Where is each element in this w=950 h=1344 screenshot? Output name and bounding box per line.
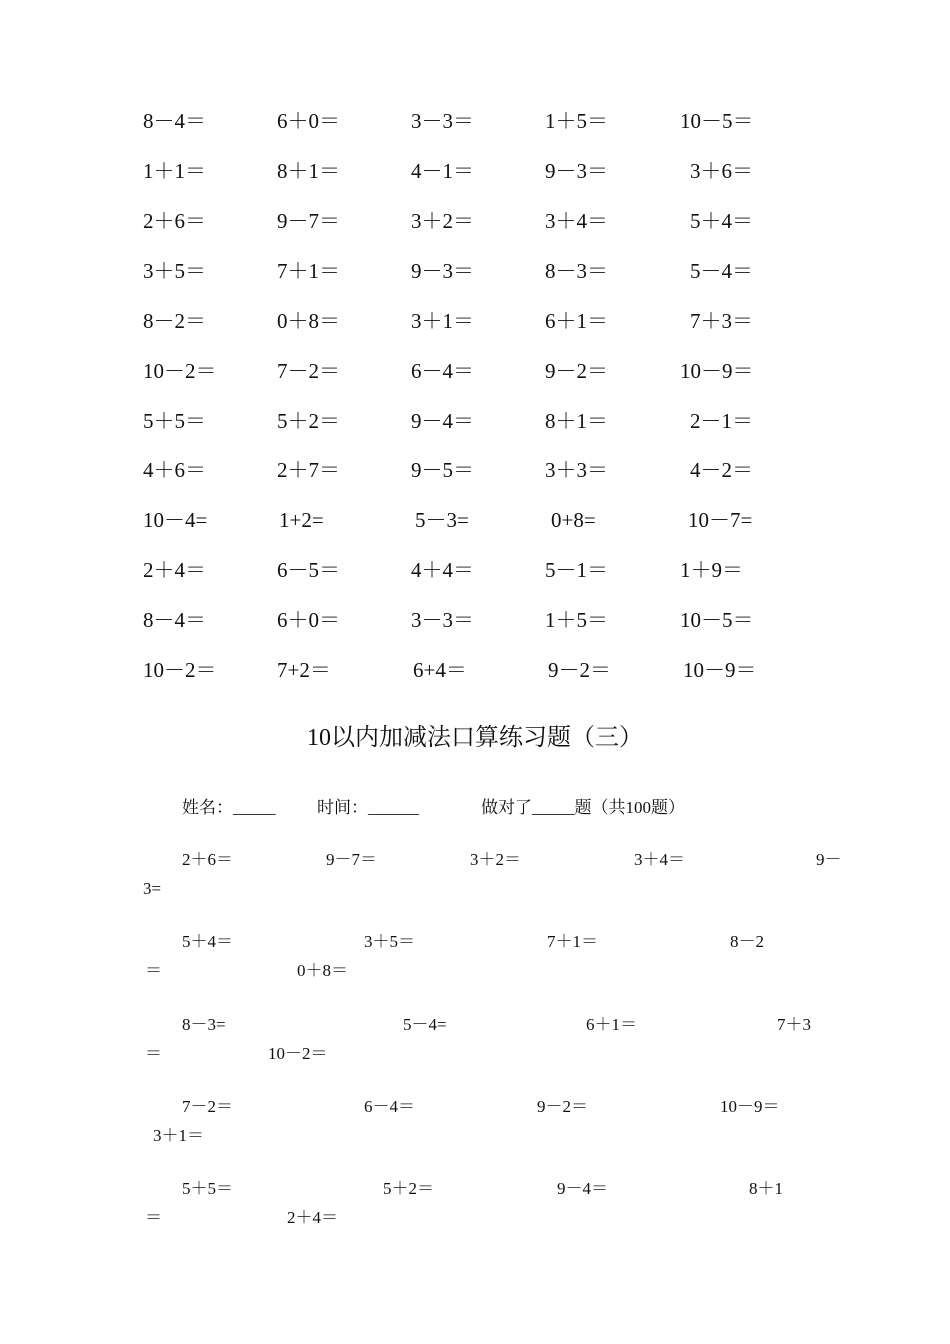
exercise-item: 5－4＝ [690,259,753,283]
exercise-item: 9－2＝ [537,1097,588,1116]
exercise-item: 9－7＝ [277,209,340,233]
exercise-item: 4－1＝ [411,159,474,183]
exercise-item: 0＋8＝ [277,309,340,333]
exercise-item: 3＋6＝ [690,159,753,183]
exercise-item: 9－3＝ [545,159,608,183]
exercise-item: ＝ [145,1208,162,1227]
exercise-item: 6－4＝ [411,359,474,383]
exercise-item: 2＋6＝ [143,209,206,233]
exercise-item: 5－4= [403,1015,447,1034]
exercise-item: 10－9＝ [680,359,754,383]
time-field-label: 时间：______ [317,798,419,817]
exercise-item: 9－7＝ [326,850,377,869]
exercise-item: 8＋1＝ [277,159,340,183]
exercise-item: 1＋1＝ [143,159,206,183]
exercise-item: 4＋6＝ [143,458,206,482]
exercise-item: 8＋1＝ [545,409,608,433]
exercise-item: 9－4＝ [411,409,474,433]
exercise-item: 5－3= [415,508,469,532]
exercise-item: 2＋7＝ [277,458,340,482]
exercise-item: 9－2＝ [545,359,608,383]
exercise-item: ＝ [145,961,162,980]
exercise-item: 8－3＝ [545,259,608,283]
exercise-item: 3＋3＝ [545,458,608,482]
exercise-item: 7＋1＝ [277,259,340,283]
exercise-item: 2＋4＝ [143,558,206,582]
exercise-item: 1+2= [279,508,324,532]
exercise-item: 5＋2＝ [277,409,340,433]
exercise-item: 3＋4＝ [545,209,608,233]
exercise-item: 3＋4＝ [634,850,685,869]
exercise-item: 6＋0＝ [277,608,340,632]
exercise-item: 9－2＝ [548,658,611,682]
exercise-item: 8＋1 [749,1179,783,1198]
exercise-item: 3＋1＝ [153,1126,204,1145]
exercise-item: 5＋5＝ [182,1179,233,1198]
exercise-item: 9－5＝ [411,458,474,482]
exercise-item: 3＋5＝ [143,259,206,283]
exercise-item: 6+4＝ [413,658,467,682]
exercise-item: 2＋4＝ [287,1208,338,1227]
exercise-item: 1＋5＝ [545,608,608,632]
exercise-item: 0＋8＝ [297,961,348,980]
exercise-item: 6＋1＝ [586,1015,637,1034]
exercise-item: 3－3＝ [411,608,474,632]
exercise-item: 5－1＝ [545,558,608,582]
exercise-item: 6＋0＝ [277,109,340,133]
exercise-item: 9－ [816,850,842,869]
exercise-item: 9－3＝ [411,259,474,283]
exercise-item: 8－4＝ [143,608,206,632]
exercise-item: 6＋1＝ [545,309,608,333]
exercise-item: 6－4＝ [364,1097,415,1116]
exercise-item: 2＋6＝ [182,850,233,869]
exercise-item: 10－9＝ [720,1097,780,1116]
exercise-item: 10－9＝ [683,658,757,682]
exercise-item: 10－7= [688,508,753,532]
exercise-item: 7＋3＝ [690,309,753,333]
exercise-item: 8－2 [730,932,764,951]
exercise-item: 5＋5＝ [143,409,206,433]
exercise-item: ＝ [145,1044,162,1063]
exercise-item: 7－2＝ [182,1097,233,1116]
exercise-item: 3＋5＝ [364,932,415,951]
section-title: 10以内加减法口算练习题（三） [307,725,643,751]
exercise-item: 10－2＝ [268,1044,328,1063]
exercise-item: 10－5＝ [680,608,754,632]
exercise-item: 7＋1＝ [547,932,598,951]
exercise-item: 8－3= [182,1015,226,1034]
exercise-item: 7＋3 [777,1015,811,1034]
exercise-item: 1＋5＝ [545,109,608,133]
exercise-item: 4－2＝ [690,458,753,482]
score-field-label: 做对了_____题（共100题） [481,798,685,817]
exercise-item: 6－5＝ [277,558,340,582]
exercise-item: 7－2＝ [277,359,340,383]
exercise-item: 10－4= [143,508,208,532]
exercise-item: 0+8= [551,508,596,532]
exercise-item: 3－3＝ [411,109,474,133]
exercise-item: 10－5＝ [680,109,754,133]
exercise-item: 5＋2＝ [383,1179,434,1198]
exercise-item: 10－2＝ [143,359,217,383]
exercise-item: 4＋4＝ [411,558,474,582]
exercise-item: 10－2＝ [143,658,217,682]
exercise-item: 3＋2＝ [411,209,474,233]
exercise-item: 5＋4＝ [182,932,233,951]
exercise-item: 5＋4＝ [690,209,753,233]
name-field-label: 姓名：_____ [182,798,276,817]
exercise-item: 8－4＝ [143,109,206,133]
exercise-item: 8－2＝ [143,309,206,333]
exercise-item: 1＋9＝ [680,558,743,582]
exercise-item: 3＋1＝ [411,309,474,333]
exercise-item: 3= [143,879,162,898]
exercise-item: 9－4＝ [557,1179,608,1198]
exercise-item: 3＋2＝ [470,850,521,869]
exercise-item: 7+2＝ [277,658,331,682]
exercise-item: 2－1＝ [690,409,753,433]
